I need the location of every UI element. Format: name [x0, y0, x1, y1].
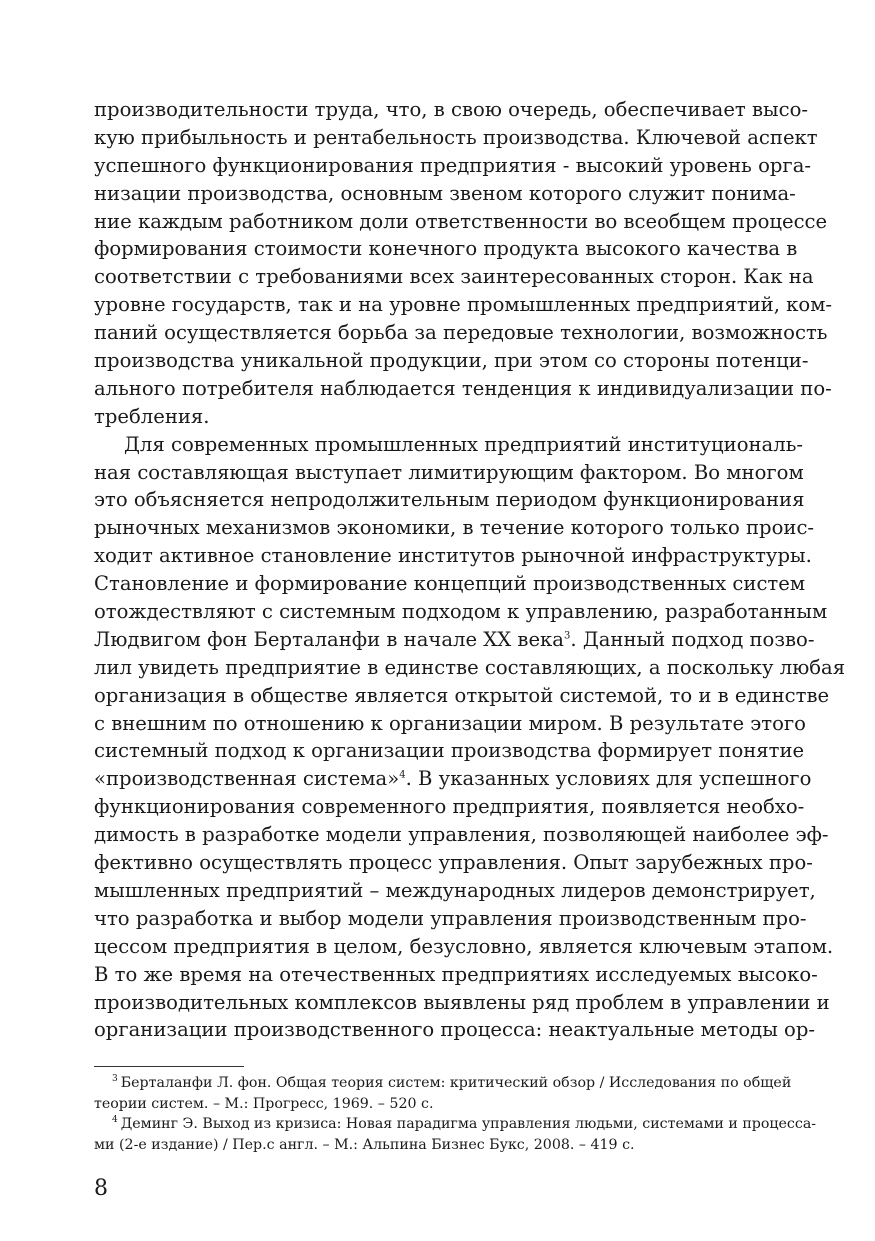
- footnote-text: Деминг Э. Выход из кризиса: Новая парадигма управления людьми, системами и процесса-: [120, 1116, 817, 1132]
- text-line: паний осуществляется борьба за передовые технологии, возможность: [94, 321, 828, 345]
- text-line: В то же время на отечественных предприятиях исследуемых высоко-: [94, 962, 818, 986]
- footnote-mark: 4: [112, 1115, 118, 1126]
- text-line: производительных комплексов выявлены ряд проблем в управлении и: [94, 990, 830, 1014]
- text-line: ального потребителя наблюдается тенденция к индивидуализации по-: [94, 376, 832, 400]
- text-line: Становление и формирование концепций производственных систем: [94, 572, 806, 596]
- page-number: 8: [94, 1176, 108, 1201]
- text-line: организация в обществе является открытой системой, то и в единстве: [94, 683, 830, 707]
- text-line: фективно осуществлять процесс управления. Опыт зарубежных про-: [94, 851, 813, 875]
- text-line: Для современных промышленных предприятий институциональ-: [124, 432, 803, 456]
- text-line: производства уникальной продукции, при этом со стороны потенци-: [94, 349, 809, 373]
- footnote-ref-3: 3: [563, 630, 571, 642]
- text-line-with-footnote-ref: [94, 765, 812, 793]
- text-line: функционирования современного предприятия, появляется необхо-: [94, 795, 805, 819]
- footnote-text: Берталанфи Л. фон. Общая теория систем: критический обзор / Исследования по общей: [120, 1075, 792, 1091]
- text-line: димость в разработке модели управления, позволяющей наиболее эф-: [94, 823, 829, 847]
- text-line: что разработка и выбор модели управления производственным про-: [94, 906, 807, 930]
- footnote-mark: 3: [112, 1074, 118, 1085]
- text-line-with-footnote-ref: [94, 626, 815, 654]
- text-line: ная составляющая выступает лимитирующим фактором. Во многом: [94, 460, 804, 484]
- footnote-3-line: теории систем. – М.: Прогресс, 1969. – 520 с.: [94, 1095, 434, 1112]
- text-line: ходит активное становление институтов рыночной инфраструктуры.: [94, 544, 812, 568]
- text-line: лил увидеть предприятие в единстве составляющих, а поскольку любая: [94, 655, 846, 679]
- text-line: это объясняется непродолжительным периодом функционирования: [94, 488, 805, 512]
- text-line: с внешним по отношению к организации миром. В результате этого: [94, 711, 806, 735]
- footnote-4-line: [94, 1114, 817, 1135]
- text-segment: «производственная система»: [94, 767, 400, 791]
- text-line: ние каждым работником доли ответственности во всеобщем процессе: [94, 209, 828, 233]
- footnotes: [94, 1073, 817, 1155]
- text-line: кую прибыльность и рентабельность производства. Ключевой аспект: [94, 125, 818, 149]
- text-line: организации производственного процесса: неактуальные методы ор-: [94, 1018, 815, 1042]
- text-line: отождествляют с системным подходом к управлению, разработанным: [94, 600, 828, 624]
- text-line: цессом предприятия в целом, безусловно, является ключевым этапом.: [94, 934, 834, 958]
- text-line: формирования стоимости конечного продукта высокого качества в: [94, 237, 798, 261]
- footnote-4-line: ми (2-е издание) / Пер.с англ. – М.: Альпина Бизнес Букс, 2008. – 419 с.: [94, 1136, 635, 1153]
- text-line: мышленных предприятий – международных лидеров демонстрирует,: [94, 878, 816, 902]
- footnote-ref-4: 4: [399, 769, 406, 781]
- text-line: требления.: [94, 404, 210, 428]
- text-line: производительности труда, что, в свою очередь, обеспечивает высо-: [94, 98, 809, 121]
- text-line: рыночных механизмов экономики, в течение которого только проис-: [94, 516, 815, 540]
- text-line: системный подход к организации производства формирует понятие: [94, 739, 805, 763]
- text-line: уровне государств, так и на уровне промышленных предприятий, ком-: [94, 293, 833, 317]
- footnote-3-line: [94, 1073, 792, 1094]
- body-text: [94, 96, 846, 1044]
- text-segment: . В указанных условиях для успешного: [405, 767, 812, 791]
- footnote-separator: [94, 1066, 244, 1067]
- text-segment: . Данный подход позво-: [570, 627, 815, 651]
- text-line: низации производства, основным звеном которого служит понима-: [94, 181, 796, 205]
- text-line: успешного функционирования предприятия - высокий уровень орга-: [94, 153, 811, 177]
- text-segment: Людвигом фон Берталанфи в начале XX века: [94, 627, 564, 651]
- text-line: соответствии с требованиями всех заинтересованных сторон. Как на: [94, 265, 814, 289]
